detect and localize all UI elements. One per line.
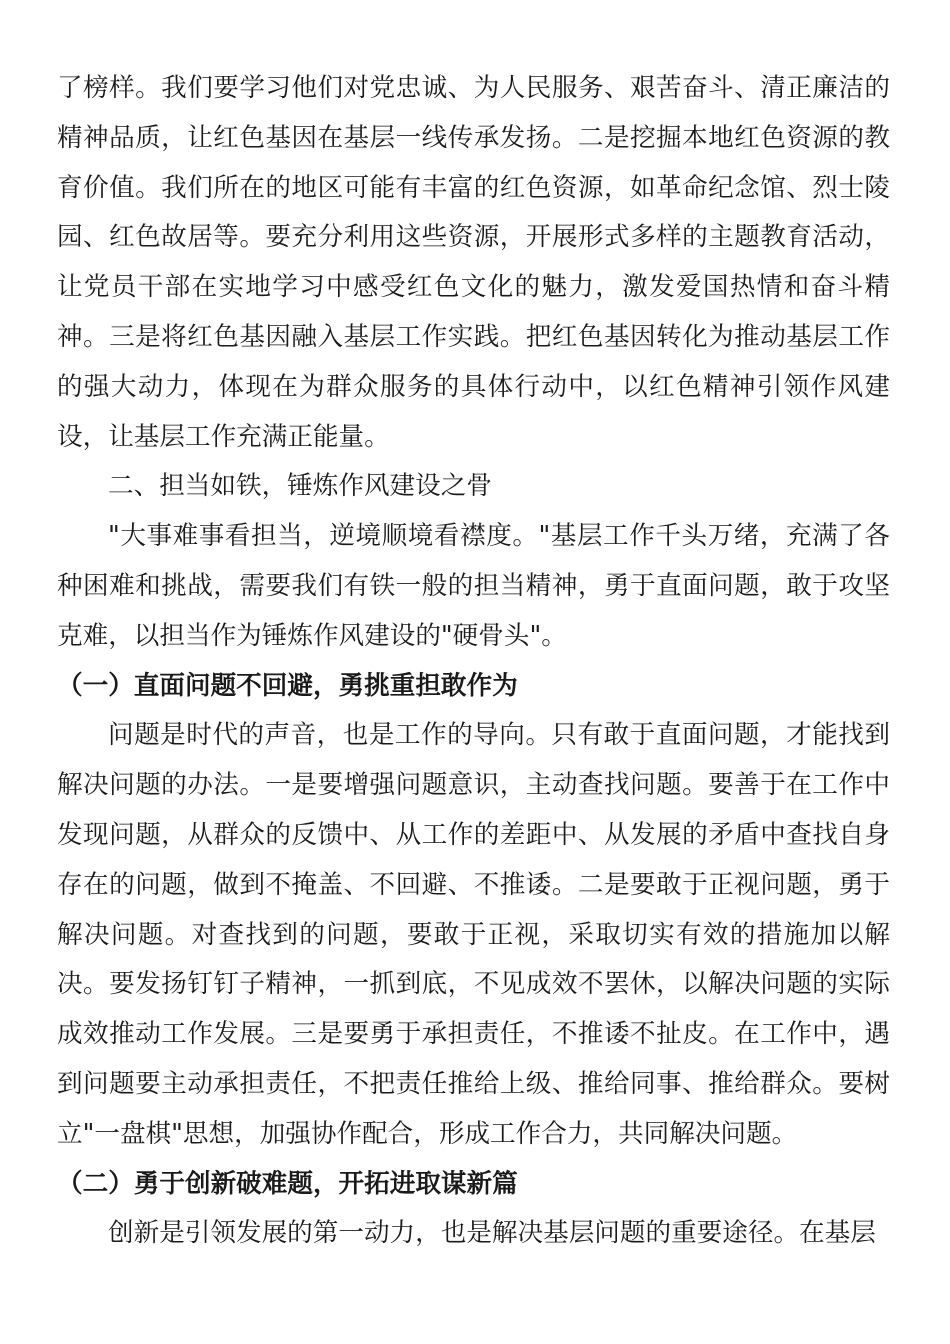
- paragraph-continuation: 了榜样。我们要学习他们对党忠诚、为人民服务、艰苦奋斗、清正廉洁的精神品质，让红色基因在基层一线传承发扬。二是挖掘本地红色资源的教育价值。我们所在的地区可能有丰富的红色资源，如革命纪念馆、烈士陵园、红色故居等。要充分利用这些资源，开展形式多样的主题教育活动，让党员干部在实地学习中感受红色文化的魅力，激发爱国热情和奋斗精神。三是将红色基因融入基层工作实践。把红色基因转化为推动基层工作的强大动力，体现在为群众服务的具体行动中，以红色精神引领作风建设，让基层工作充满正能量。: [57, 73, 890, 452]
- section-heading: 二、担当如铁，锤炼作风建设之骨: [108, 471, 492, 502]
- document-page: [57, 64, 890, 1259]
- paragraph: "大事难事看担当，逆境顺境看襟度。"基层工作千头万绪，充满了各种困难和挑战，需要我们有铁一般的担当精神，勇于直面问题，敢于攻坚克难，以担当作为锤炼作风建设的"硬骨头"。: [57, 521, 890, 651]
- paragraph: 创新是引领发展的第一动力，也是解决基层问题的重要途径。在基层: [108, 1218, 876, 1249]
- subheading: （一）直面问题不回避，勇挑重担敢作为: [57, 670, 518, 701]
- paragraph: 问题是时代的声音，也是工作的导向。只有敢于直面问题，才能找到解决问题的办法。一是要增强问题意识，主动查找问题。要善于在工作中发现问题，从群众的反馈中、从工作的差距中、从发展的矛盾中查找自身存在的问题，做到不掩盖、不回避、不推诿。二是要敢于正视问题，勇于解决问题。对查找到的问题，要敢于正视，采取切实有效的措施加以解决。要发扬钉钉子精神，一抓到底，不见成效不罢休，以解决问题的实际成效推动工作发展。三是要勇于承担责任，不推诿不扯皮。在工作中，遇到问题要主动承担责任，不把责任推给上级、推给同事、推给群众。要树立"一盘棋"思想，加强协作配合，形成工作合力，共同解决问题。: [57, 720, 890, 1149]
- subheading: （二）勇于创新破难题，开拓进取谋新篇: [57, 1168, 518, 1199]
